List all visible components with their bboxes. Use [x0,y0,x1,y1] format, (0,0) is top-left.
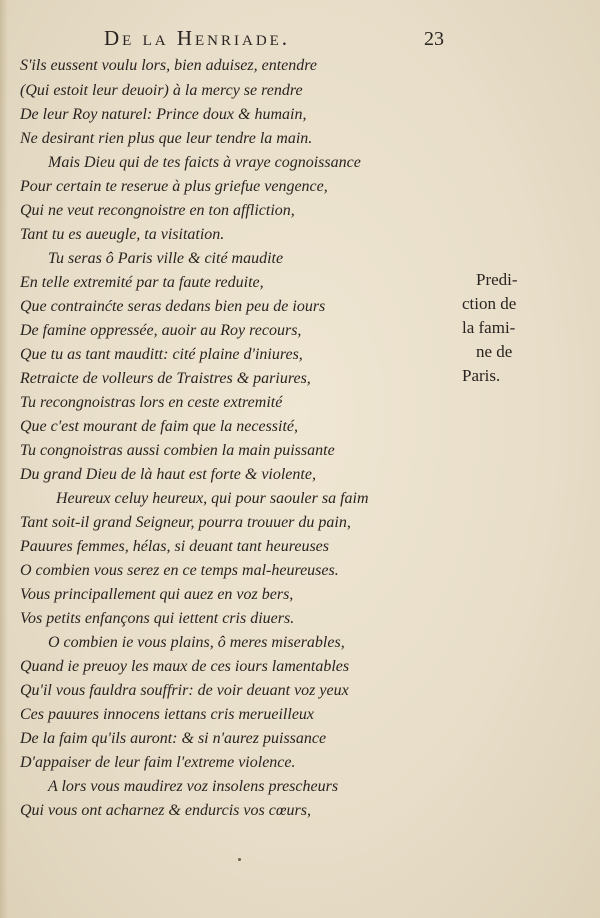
verse-line: Ces pauures innocens iettans cris merueilleux [20,706,315,723]
printer-mark-dot [238,858,241,861]
verse-line: Tu seras ô Paris ville & cité maudite [48,250,284,267]
verse-line: Vos petits enfançons qui iettent cris diuers. [20,610,295,627]
verse-line: Vous principallement qui auez en voz bers, [20,586,294,603]
verse-line: Que contrainćte seras dedans bien peu de iours [20,298,326,315]
verse-line: O combien ie vous plains, ô meres miserables, [48,634,345,651]
verse-line: Pauures femmes, hélas, si deuant tant heureuses [20,538,329,555]
verse-line: Que tu as tant mauditt: cité plaine d'iniures, [20,346,303,363]
verse-line: En telle extremité par ta faute reduite, [20,274,264,291]
margin-note-line: ne de [476,342,513,361]
verse-line: Heureux celuy heureux, qui pour saouler sa faim [56,490,369,507]
verse-line: Tu congnoistras aussi combien la main puissante [20,442,335,459]
margin-note-line: la fami- [462,318,516,337]
running-title: De la Henriade. [104,26,291,50]
verse-line: Quand ie preuoy les maux de ces iours lamentables [20,658,350,675]
verse-line: De famine oppressée, auoir au Roy recours, [20,322,302,339]
margin-note-line: Paris. [462,366,501,385]
verse-line: Pour certain te reserue à plus griefue vengence, [20,178,328,195]
verse-line: Qui vous ont acharnez & endurcis vos cœurs, [20,802,311,819]
verse-line: Qui ne veut recongnoistre en ton affliction, [20,202,295,219]
verse-line: S'ils eussent voulu lors, bien aduisez, entendre [20,57,318,74]
verse-line: Tant tu es aueugle, ta visitation. [20,226,225,243]
verse-line: D'appaiser de leur faim l'extreme violence. [20,754,296,771]
verse-line: Tant soit-il grand Seigneur, pourra trouuer du pain, [20,514,351,531]
margin-note-line: Predi- [476,270,518,289]
verse-line: Du grand Dieu de là haut est forte & violente, [20,466,316,483]
margin-note-line: ction de [462,294,517,313]
verse-line: Mais Dieu qui de tes faicts à vraye cognoissance [48,154,361,171]
verse-line: O combien vous serez en ce temps mal-heureuses. [20,562,339,579]
verse-line: Que c'est mourant de faim que la necessité, [20,418,299,435]
verse-line: Tu recongnoistras lors en ceste extremité [20,394,283,411]
page-gutter-shadow [0,0,8,918]
verse-line: Retraicte de volleurs de Traistres & pariures, [20,370,311,387]
page-number: 23 [424,28,444,50]
verse-line: Qu'il vous fauldra souffrir: de voir deuant voz yeux [20,682,349,699]
verse-line: De leur Roy naturel: Prince doux & humain, [20,106,307,123]
verse-line: (Qui estoit leur deuoir) à la mercy se rendre [20,82,303,99]
verse-line: A lors vous maudirez voz insolens prescheurs [48,778,339,795]
verse-line: Ne desirant rien plus que leur tendre la main. [20,130,313,147]
verse-line: De la faim qu'ils auront: & si n'aurez puissance [20,730,327,747]
